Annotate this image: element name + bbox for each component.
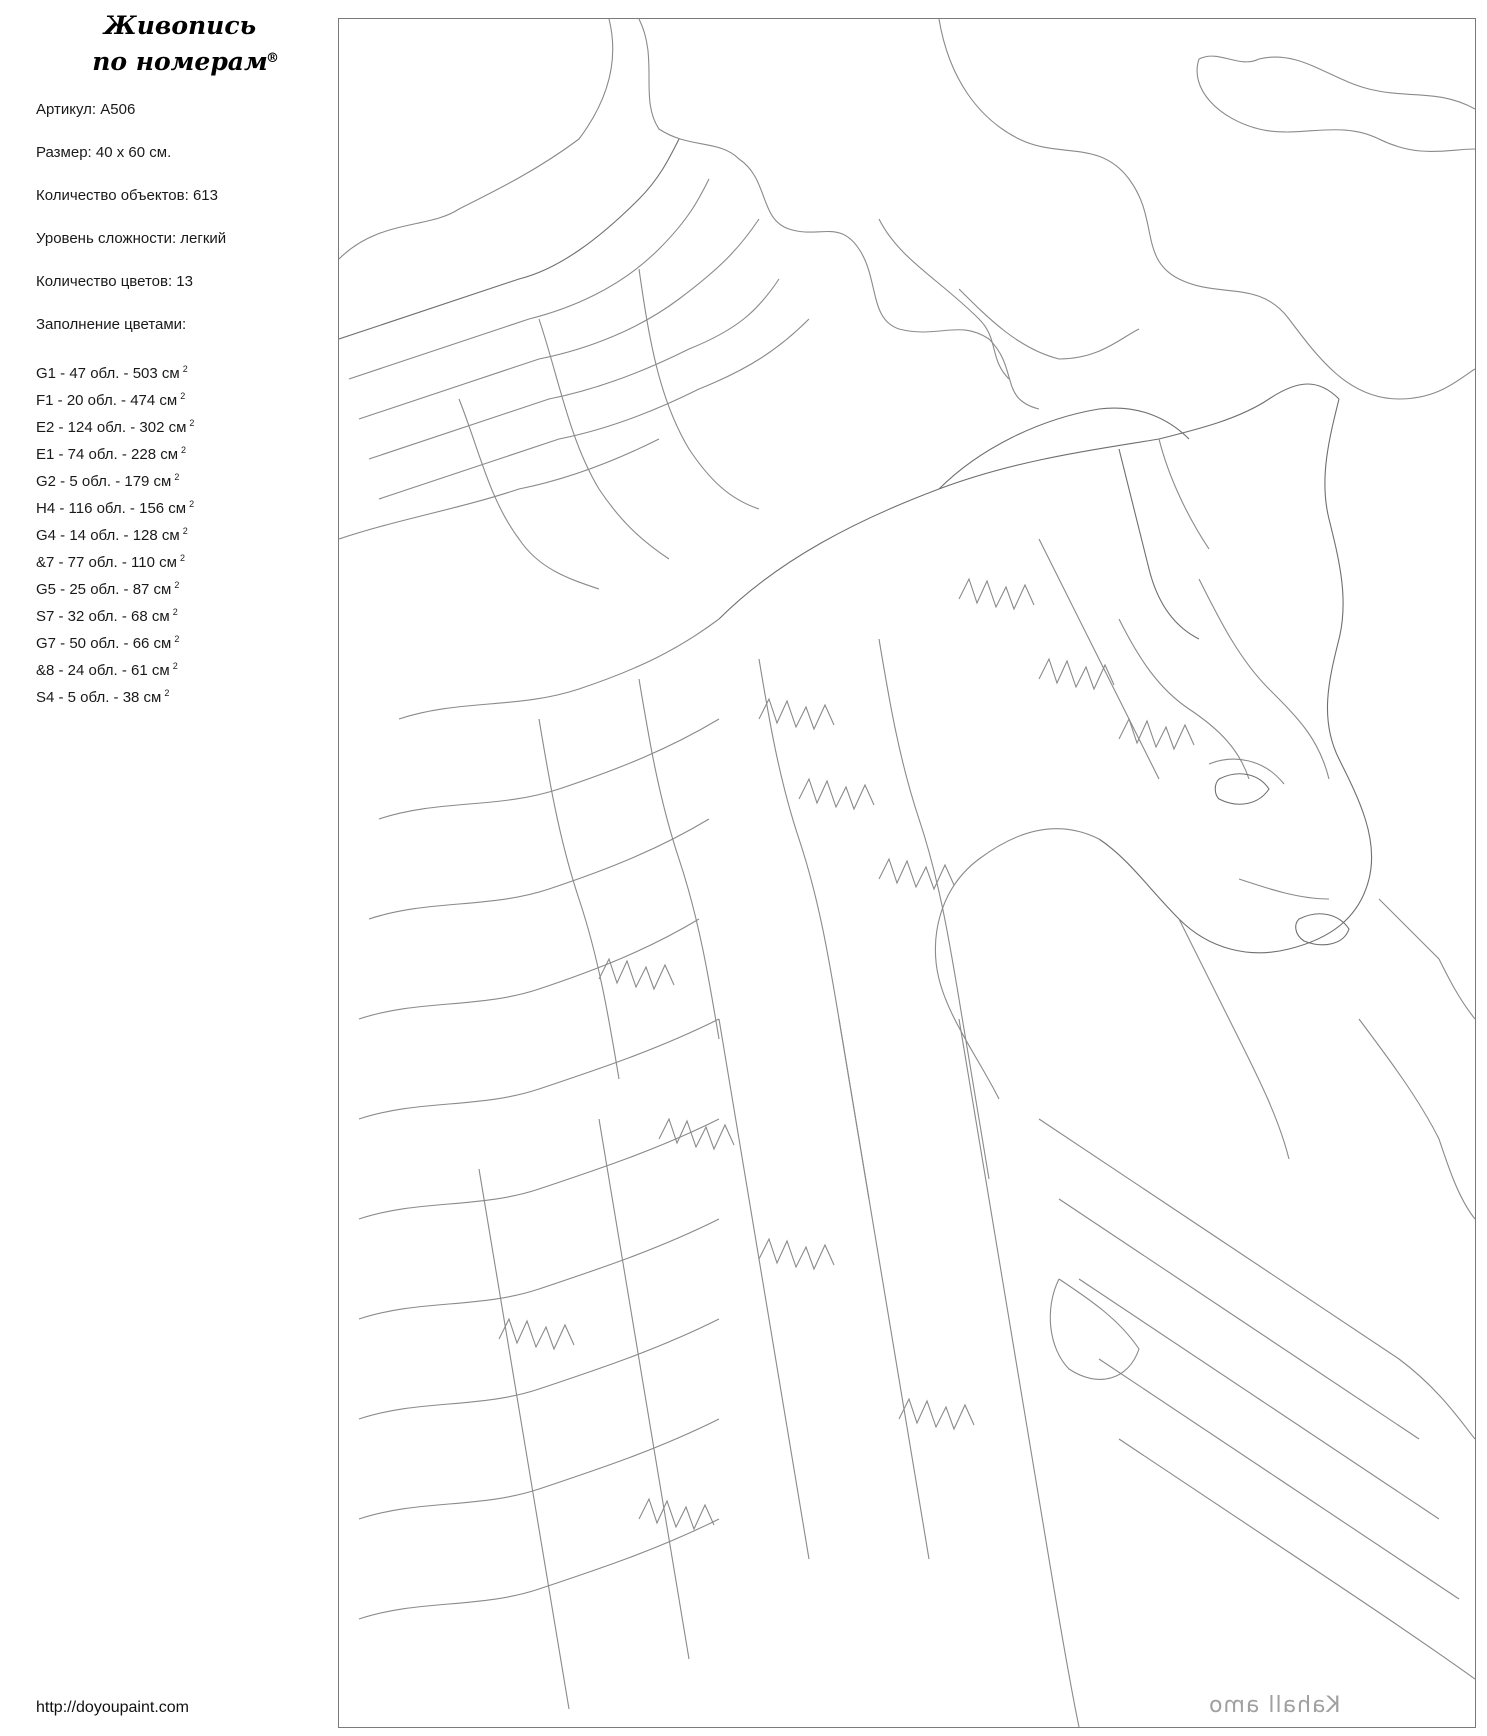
object-count: Количество объектов: 613 (36, 187, 218, 204)
article-number: Артикул: А506 (36, 101, 136, 118)
registered-mark: ® (266, 51, 279, 66)
color-fill-item: G1 - 47 обл. - 503 см $^2$ (36, 364, 188, 382)
difficulty-level: Уровень сложности: легкий (36, 230, 227, 247)
color-fill-item: G4 - 14 обл. - 128 см $^2$ (36, 526, 188, 544)
color-fill-item: F1 - 20 обл. - 474 см $^2$ (36, 391, 186, 409)
color-fill-list (36, 358, 194, 709)
color-fill-item: E2 - 124 обл. - 302 см $^2$ (36, 418, 195, 436)
color-fill-item: &7 - 77 обл. - 110 см $^2$ (36, 553, 185, 571)
brand-line-1: Живопись (103, 11, 257, 40)
product-info (36, 100, 226, 358)
color-fill-item: G7 - 50 обл. - 66 см $^2$ (36, 634, 180, 652)
color-fill-item: H4 - 116 обл. - 156 см $^2$ (36, 499, 195, 517)
website-link[interactable]: http://doyoupaint.com (36, 1699, 189, 1716)
coloring-canvas (338, 18, 1476, 1728)
wolf-outline-artwork (339, 19, 1475, 1727)
brand-logo (60, 8, 300, 80)
color-fill-item: E1 - 74 обл. - 228 см $^2$ (36, 445, 187, 463)
color-fill-item: S7 - 32 обл. - 68 см $^2$ (36, 607, 178, 625)
color-count: Количество цветов: 13 (36, 273, 193, 290)
fill-heading: Заполнение цветами: (36, 316, 187, 333)
color-fill-item: S4 - 5 обл. - 38 см $^2$ (36, 688, 170, 706)
color-fill-item: &8 - 24 обл. - 61 см $^2$ (36, 661, 178, 679)
canvas-size: Размер: 40 х 60 см. (36, 144, 172, 161)
brand-line-2: по номерам (92, 47, 268, 76)
color-fill-item: G5 - 25 обл. - 87 см $^2$ (36, 580, 180, 598)
color-fill-item: G2 - 5 обл. - 179 см $^2$ (36, 472, 180, 490)
artist-signature: Kahall amo (1208, 1693, 1341, 1718)
